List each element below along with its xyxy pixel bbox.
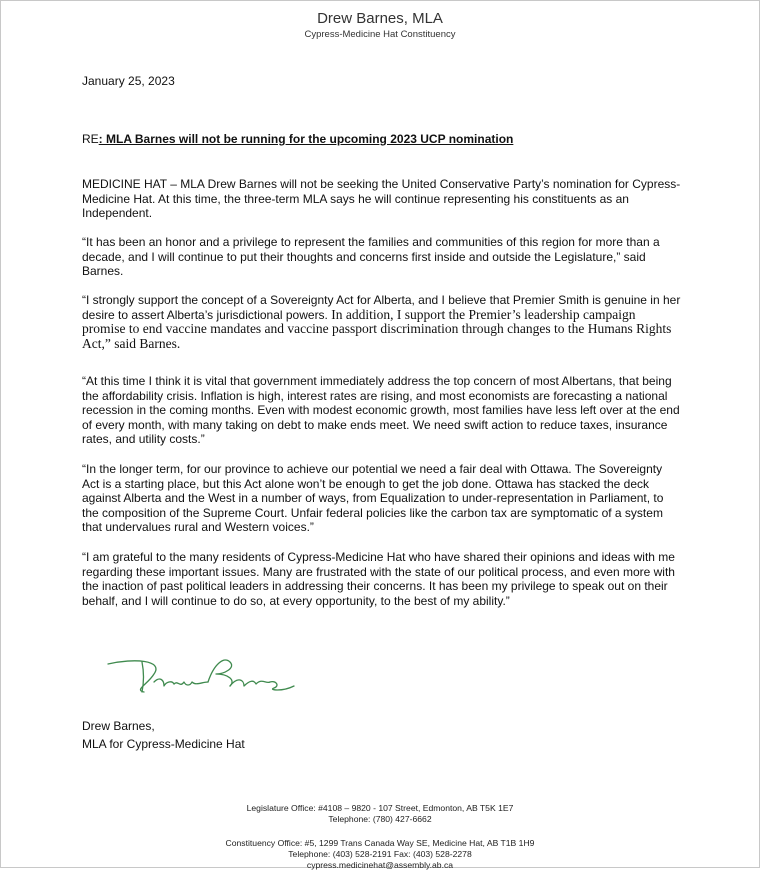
subject-title: : MLA Barnes will not be running for the upcoming 2023 UCP nomination: [98, 132, 514, 146]
legislature-office-phone: Telephone: (780) 427-6662: [328, 814, 432, 824]
signature-block: [82, 717, 245, 753]
subject-line: [82, 132, 513, 146]
constituency-office-phone: Telephone: (403) 528-2191 Fax: (403) 528-2278: [288, 849, 472, 859]
paragraph-3: [82, 293, 682, 351]
constituency-office-address: Constituency Office: #5, 1299 Trans Canada Way SE, Medicine Hat, AB T1B 1H9: [225, 838, 535, 848]
paragraph-3-part-b: In addition, I support the Premier’s leadership campaign promise to end vaccine mandates and vaccine passport discrimination through changes to the Humans Rights Act,” said Barnes.: [82, 306, 672, 351]
paragraph-4: “At this time I think it is vital that government immediately address the top concern of most Albertans, that being the affordability crisis. Inflation is high, interest rates are rising, and most economists are forecasting a national recession in the coming months. Even with modest economic growth, most families have less left over at the end of every month, with many taking on debt to make ends meet. We need swift action to reduce taxes, insurance rates, and utility costs.”: [82, 374, 680, 446]
handwritten-signature: [104, 652, 304, 694]
paragraph-3-part-a: “I strongly support the concept of a Sovereignty Act for Alberta, and I believe that Premier Smith is genuine in her desire to assert Alberta’s jurisdictional powers.: [82, 293, 681, 322]
letterhead-constituency: Cypress-Medicine Hat Constituency: [304, 29, 456, 40]
footer-constituency: [0, 838, 760, 871]
paragraph-6: “I am grateful to the many residents of Cypress-Medicine Hat who have shared their opinions and ideas with me regarding these important issues. Many are frustrated with the state of our political process, and even more with the inaction of past political leaders in addressing their concerns. It has been my privilege to speak out on their behalf, and I will continue to do so, at every opportunity, to the best of my ability.”: [82, 550, 675, 608]
paragraph-2: “It has been an honor and a privilege to represent the families and communities of this region for more than a decade, and I will continue to put their thoughts and concerns first inside and outside the Legislature,” said Barnes.: [82, 235, 660, 278]
paragraph-1: MEDICINE HAT – MLA Drew Barnes will not be seeking the United Conservative Party’s nomination for Cypress-Medicine Hat. At this time, the three-term MLA says he will continue representing his constituents as an Independent.: [82, 177, 681, 220]
signer-name: Drew Barnes,: [82, 719, 155, 733]
letterhead-name: Drew Barnes, MLA: [317, 10, 443, 27]
constituency-office-email[interactable]: cypress.medicinehat@assembly.ab.ca: [306, 860, 454, 870]
letter-date: January 25, 2023: [82, 74, 175, 88]
legislature-office-address: Legislature Office: #4108 – 9820 - 107 Street, Edmonton, AB T5K 1E7: [246, 803, 514, 813]
subject-prefix: RE: [82, 132, 99, 146]
signer-title: MLA for Cypress-Medicine Hat: [82, 737, 245, 751]
paragraph-5: “In the longer term, for our province to achieve our potential we need a fair deal with Ottawa. The Sovereignty Act is a starting place, but this Act alone won’t be enough to get the job done. Ottawa has stacked the deck against Alberta and the West in a number of ways, from Equalization to under-representation in Parliament, to the composition of the Supreme Court. Unfair federal policies like the carbon tax are symptomatic of a system that undervalues rural and Western voices.”: [82, 462, 664, 534]
footer-legislature: [0, 803, 760, 825]
